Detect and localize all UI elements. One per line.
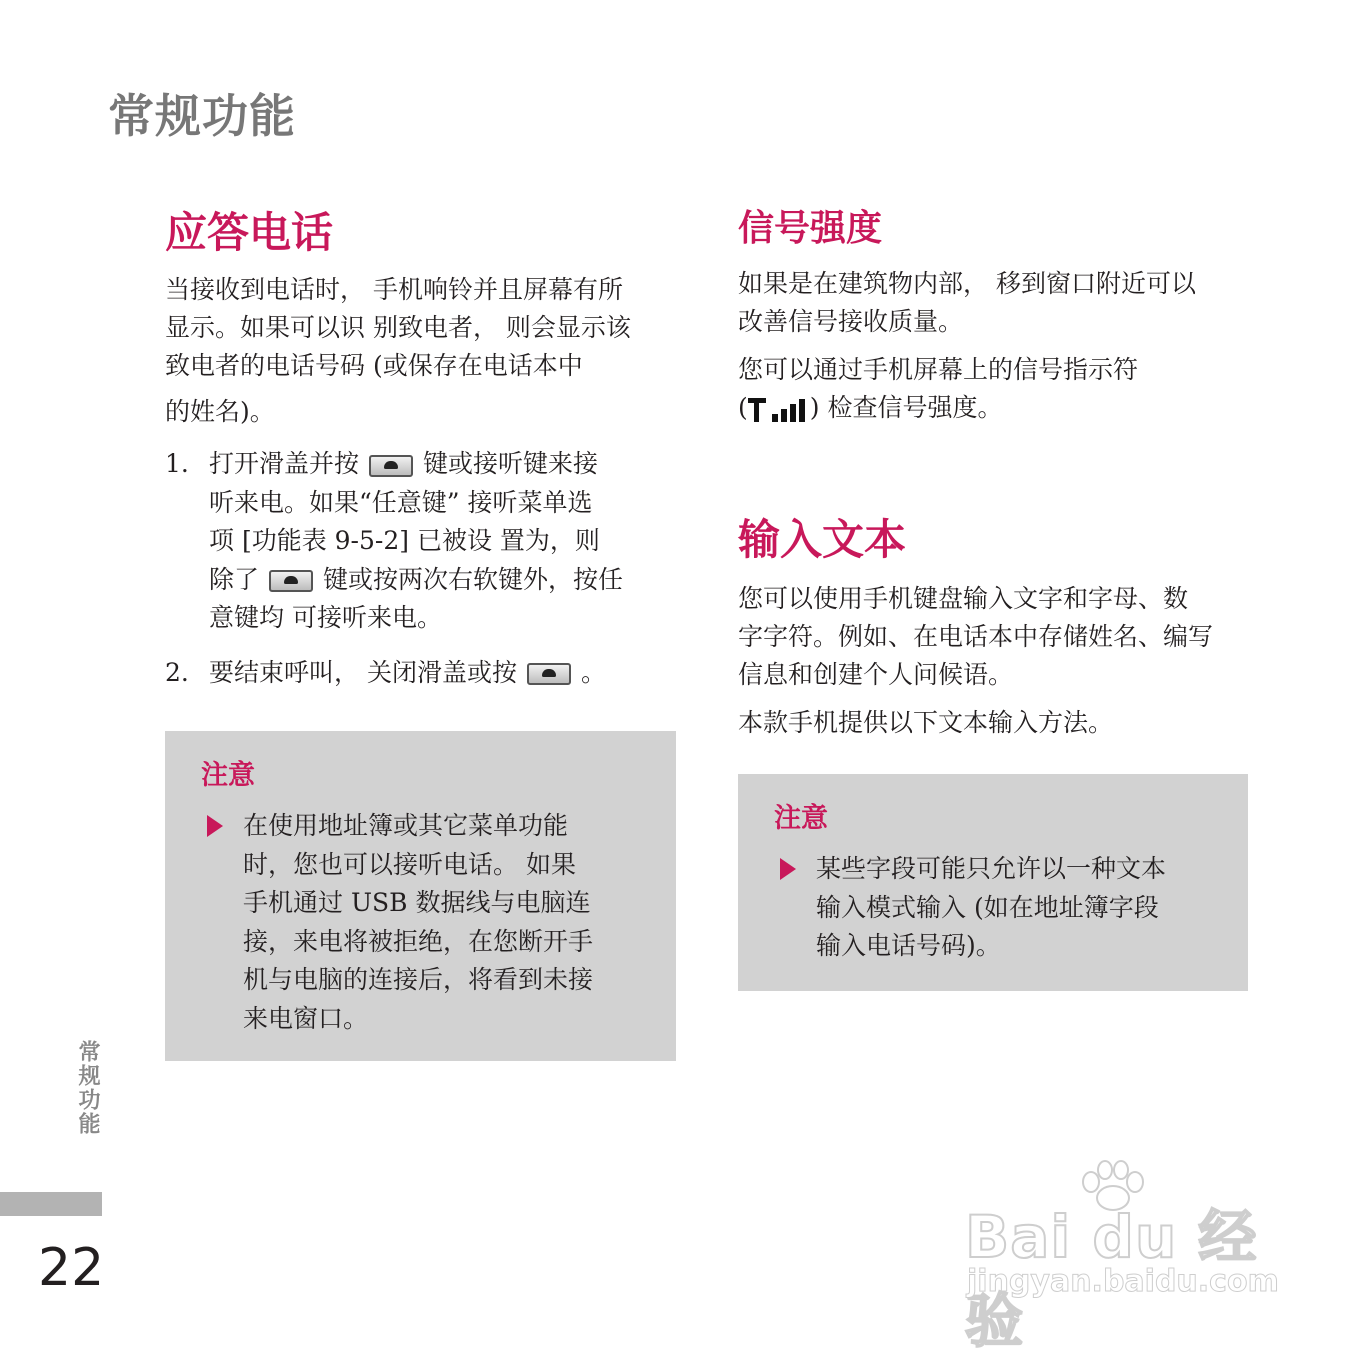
step-1-text-g: 意键均 可接听来电。	[209, 603, 442, 632]
answer-intro-line-4: 的姓名)。	[165, 397, 275, 426]
note-line: 时，您也可以接听电话。 如果	[243, 849, 576, 879]
step-1-text-e: 除了	[209, 564, 260, 594]
text-input-p1-line-1: 您可以使用手机键盘输入文字和字母、数	[738, 584, 1189, 613]
step-1-text-f: 键或按两次右软键外，按任	[323, 564, 624, 594]
send-key-icon	[369, 455, 413, 477]
answer-intro-line-2: 显示。如果可以识 别致电者， 则会显示该	[165, 313, 631, 342]
text-input-section	[738, 512, 1253, 742]
paren-close: )	[809, 393, 820, 422]
watermark-main: Bai du 经验	[965, 1203, 1258, 1355]
note-line: 来电窗口。	[243, 1003, 369, 1033]
step-1-text-c: 听来电。如果“任意键” 接听菜单选	[209, 487, 593, 517]
answer-heading: 应答电话	[165, 208, 334, 257]
baidu-watermark	[965, 1160, 1285, 1355]
triangle-bullet-icon	[780, 858, 796, 880]
note-item	[201, 807, 656, 1038]
signal-p2-line-1: 您可以通过手机屏幕上的信号指示符	[738, 355, 1139, 384]
text-input-p2: 本款手机提供以下文本输入方法。	[738, 708, 1114, 737]
page-title: 常规功能	[108, 89, 296, 143]
text-input-p1-line-3: 信息和创建个人问候语。	[738, 660, 1014, 689]
step-2-text-b: 。	[580, 657, 606, 687]
note-line: 某些字段可能只允许以一种文本	[816, 854, 1167, 883]
paren-open: (	[738, 393, 748, 422]
left-column	[165, 205, 680, 692]
note-line: 手机通过 USB 数据线与电脑连	[243, 888, 591, 917]
watermark-sub: jingyan.baidu.com	[967, 1264, 1279, 1299]
step-1-text-a: 打开滑盖并按	[209, 449, 360, 478]
side-bar	[0, 1192, 102, 1216]
list-item-step-2	[165, 654, 680, 693]
signal-strength-icon	[748, 395, 810, 425]
step-2-number: 2.	[165, 657, 189, 687]
answer-intro-line-1: 当接收到电话时， 手机响铃并且屏幕有所	[165, 275, 623, 304]
note-line: 输入模式输入 (如在地址簿字段	[816, 892, 1159, 922]
end-key-icon	[269, 570, 313, 592]
answer-intro-line-3: 致电者的电话号码 (或保存在电话本中	[165, 351, 583, 380]
note-box-right	[738, 774, 1248, 991]
list-item-step-1	[165, 445, 680, 638]
page-number: 22	[38, 1238, 105, 1298]
note-line: 在使用地址簿或其它菜单功能	[243, 811, 569, 840]
note-line: 输入电话号码)。	[816, 931, 1001, 960]
note-title: 注意	[201, 760, 255, 791]
text-input-p1-line-2: 字字符。例如、在电话本中存储姓名、编写	[738, 622, 1214, 651]
text-input-heading: 输入文本	[738, 515, 907, 564]
end-key-icon	[527, 663, 571, 685]
note-title: 注意	[774, 803, 828, 834]
note-line: 机与电脑的连接后，将看到未接	[243, 965, 594, 994]
signal-heading: 信号强度	[738, 208, 883, 249]
signal-p2-line-2	[738, 389, 1253, 427]
triangle-bullet-icon	[207, 815, 223, 837]
note-item	[774, 850, 1228, 966]
note-box-left	[165, 731, 676, 1061]
note-line: 接，来电将被拒绝，在您断开手	[243, 926, 594, 956]
signal-p1-line-2: 改善信号接收质量。	[738, 307, 964, 336]
step-1-number: 1.	[165, 449, 189, 478]
right-column	[738, 205, 1253, 427]
signal-p1-line-1: 如果是在建筑物内部， 移到窗口附近可以	[738, 269, 1196, 298]
step-1-text-d: 项 [功能表 9-5-2] 已被设 置为，则	[209, 526, 600, 555]
side-section-label: 常规功能	[75, 1040, 100, 1136]
step-2-text-a: 要结束呼叫， 关闭滑盖或按	[209, 657, 517, 687]
signal-check-text: 检查信号强度。	[827, 393, 1003, 422]
step-1-text-b: 键或接听键来接	[423, 449, 599, 478]
